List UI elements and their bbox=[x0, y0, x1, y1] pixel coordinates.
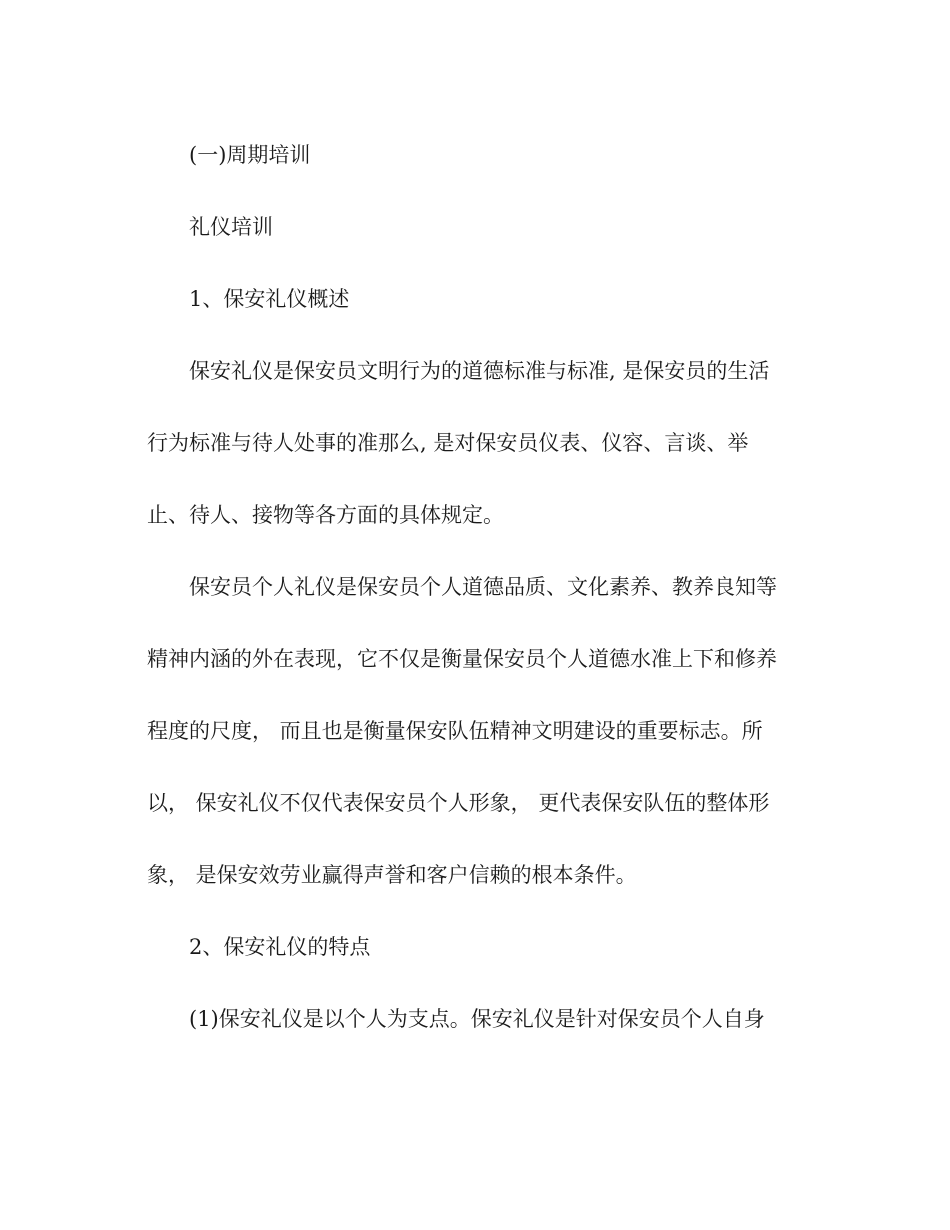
paragraph-line: 保安礼仪是保安员文明行为的道德标准与标准, 是保安员的生活 bbox=[189, 359, 770, 383]
paragraph-feature-1 bbox=[147, 1001, 807, 1037]
paragraph-line: 行为标准与待人处事的准那么, 是对保安员仪表、仪容、言谈、举 bbox=[147, 431, 749, 455]
paragraph-line: 以， 保安礼仪不仅代表保安员个人形象， 更代表保安队伍的整体形 bbox=[147, 791, 770, 815]
paragraph-personal-etiquette bbox=[147, 569, 807, 893]
paragraph-line: (1)保安礼仪是以个人为支点。保安礼仪是针对保安员个人自身 bbox=[189, 1007, 765, 1031]
paragraph-line: 精神内涵的外在表现，它不仅是衡量保安员个人道德水准上下和修养 bbox=[147, 647, 777, 671]
topic-heading: 礼仪培训 bbox=[189, 215, 273, 239]
document-body bbox=[147, 137, 807, 1073]
subheading-features: 2、保安礼仪的特点 bbox=[189, 935, 371, 959]
paragraph-line: 止、待人、接物等各方面的具体规定。 bbox=[147, 503, 504, 527]
subheading-overview: 1、保安礼仪概述 bbox=[189, 287, 350, 311]
paragraph-line: 保安员个人礼仪是保安员个人道德品质、文化素养、教养良知等 bbox=[189, 575, 777, 599]
paragraph-line: 象， 是保安效劳业赢得声誉和客户信赖的根本条件。 bbox=[147, 863, 637, 887]
paragraph-definition bbox=[147, 353, 807, 533]
paragraph-line: 程度的尺度， 而且也是衡量保安队伍精神文明建设的重要标志。所 bbox=[147, 719, 763, 743]
section-heading: (一)周期培训 bbox=[189, 143, 311, 167]
